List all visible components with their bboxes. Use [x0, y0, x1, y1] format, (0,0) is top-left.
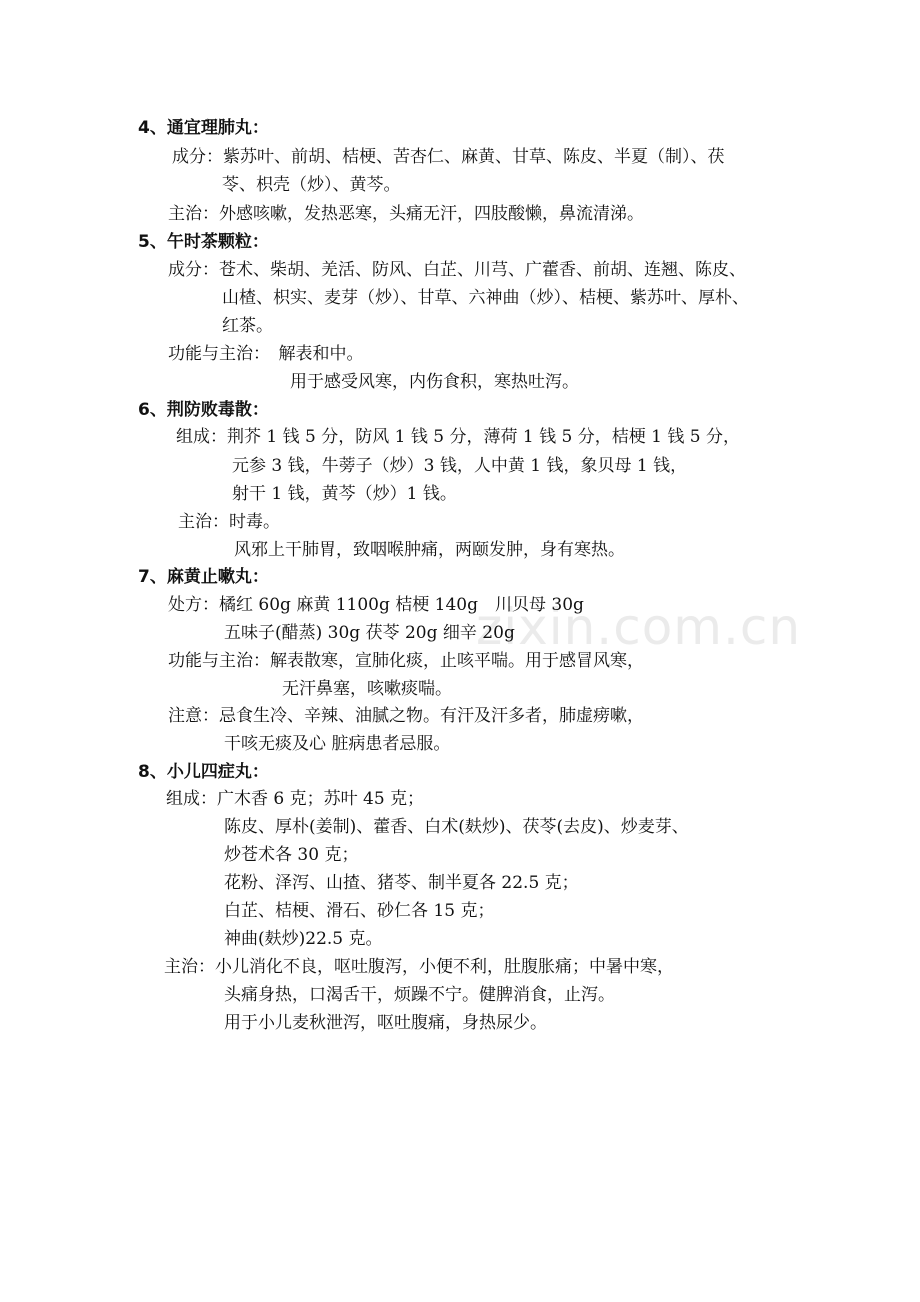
section-4-title: 4、通宜理肺丸：	[138, 118, 269, 138]
section-8-composition-line-2: 陈皮、厚朴(姜制)、藿香、白术(麸炒)、茯苓(去皮)、炒麦芽、	[224, 817, 689, 837]
section-7-title: 7、麻黄止嗽丸：	[138, 567, 269, 587]
section-8-title: 8、小儿四症丸：	[138, 762, 269, 782]
section-6-title: 6、荆防败毒散：	[138, 400, 269, 420]
section-8-composition-line-5: 白芷、桔梗、滑石、砂仁各 15 克；	[224, 901, 495, 921]
section-8-indications-cont: 头痛身热，口渴舌干，烦躁不宁。健脾消食，止泻。	[224, 985, 615, 1005]
section-7-prescription-cont: 五味子(醋蒸) 30g 茯苓 20g 细辛 20g	[224, 623, 515, 643]
section-8-usage: 用于小儿麦秋泄泻，呕吐腹痛，身热尿少。	[224, 1013, 547, 1033]
section-8-composition-line-4: 花粉、泽泻、山揸、猪苓、制半夏各 22.5 克；	[224, 873, 579, 893]
section-5-function: 功能与主治： 解表和中。	[168, 344, 364, 364]
section-8-composition-line-3: 炒苍术各 30 克；	[224, 845, 359, 865]
section-6-composition-end: 射干 1 钱，黄芩（炒）1 钱。	[232, 484, 457, 504]
section-4-ingredients-cont: 苓、枳壳（炒）、黄芩。	[222, 175, 401, 195]
section-6-indications-detail: 风邪上干肺胃，致咽喉肿痛，两颐发肿，身有寒热。	[234, 540, 625, 560]
section-5-ingredients: 成分：苍术、柴胡、羌活、防风、白芷、川芎、广藿香、前胡、连翘、陈皮、	[168, 260, 746, 280]
section-5-usage: 用于感受风寒，内伤食积，寒热吐泻。	[290, 372, 579, 392]
section-7-caution: 注意：忌食生冷、辛辣、油腻之物。有汗及汗多者，肺虚痨嗽，	[168, 706, 644, 726]
section-8-composition-line-6: 神曲(麸炒)22.5 克。	[224, 929, 383, 949]
section-8-indications: 主治：小儿消化不良，呕吐腹泻，小便不利，肚腹胀痛；中暑中寒，	[164, 957, 674, 977]
section-6-composition: 组成：荆芥 1 钱 5 分，防风 1 钱 5 分，薄荷 1 钱 5 分，桔梗 1 钱 5 分，	[176, 427, 740, 447]
section-6-composition-cont: 元参 3 钱，牛蒡子（炒）3 钱，人中黄 1 钱，象贝母 1 钱，	[232, 456, 688, 476]
section-7-caution-cont: 干咳无痰及心 脏病患者忌服。	[224, 734, 451, 754]
section-7-function: 功能与主治：解表散寒，宣肺化痰，止咳平喘。用于感冒风寒，	[168, 651, 644, 671]
section-7-function-cont: 无汗鼻塞，咳嗽痰喘。	[282, 679, 452, 699]
section-5-title: 5、午时茶颗粒：	[138, 232, 269, 252]
section-4-ingredients: 成分：紫苏叶、前胡、桔梗、苦杏仁、麻黄、甘草、陈皮、半夏（制）、茯	[172, 147, 725, 167]
section-5-ingredients-end: 红茶。	[222, 316, 273, 336]
section-6-indications: 主治：时毒。	[178, 512, 280, 532]
watermark: zixin.com.cn	[476, 598, 802, 656]
section-4-indications: 主治：外感咳嗽，发热恶寒，头痛无汗，四肢酸懒，鼻流清涕。	[168, 204, 644, 224]
section-5-ingredients-cont: 山楂、枳实、麦芽（炒）、甘草、六神曲（炒）、桔梗、紫苏叶、厚朴、	[222, 288, 749, 308]
section-7-prescription: 处方：橘红 60g 麻黄 1100g 桔梗 140g 川贝母 30g	[168, 595, 584, 615]
section-8-composition: 组成：广木香 6 克；苏叶 45 克；	[166, 789, 425, 809]
